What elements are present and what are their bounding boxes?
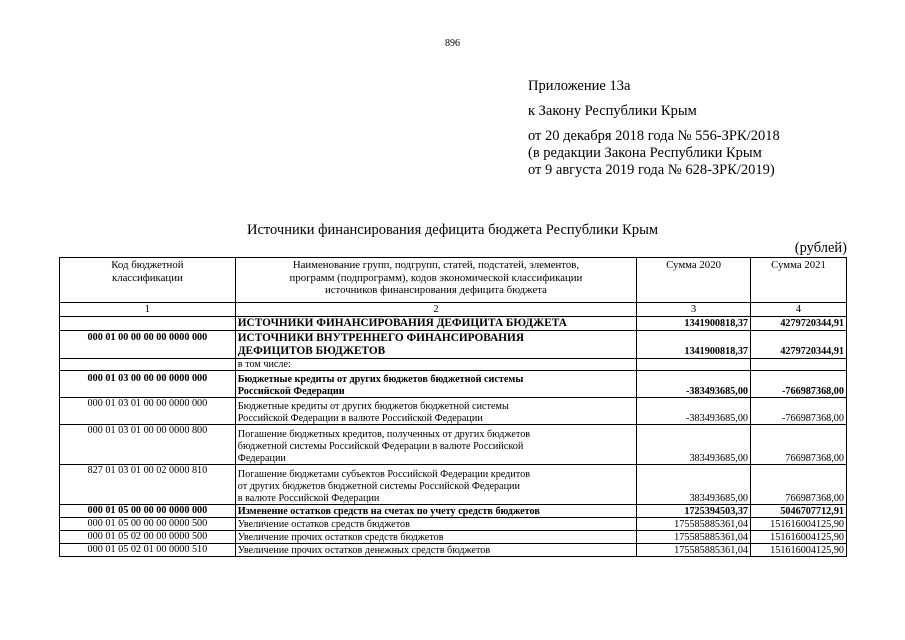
- row-name-line: бюджетной системы Российской Федерации в валюте Российской: [237, 440, 524, 452]
- row-sum-2020: 175585885361,04: [637, 544, 751, 557]
- appendix-line-5: от 9 августа 2019 года № 628-ЗРК/2019): [528, 162, 775, 178]
- row-sum-2020: -383493685,00: [637, 398, 751, 425]
- row-sum-2021: 5046707712,91: [751, 505, 847, 518]
- appendix-line-4: (в редакции Закона Республики Крым: [528, 145, 762, 161]
- appendix-line-3: от 20 декабря 2018 года № 556-ЗРК/2018: [528, 128, 780, 144]
- row-code: 000 01 03 01 00 00 0000 800: [60, 425, 236, 465]
- row-sum-2020: 383493685,00: [637, 465, 751, 505]
- row-name-line: Российской Федерации в валюте Российской Федерации: [237, 412, 483, 424]
- row-name-line: Погашение бюджетных кредитов, полученных от других бюджетов: [237, 428, 531, 440]
- row-name-line: ИСТОЧНИКИ ВНУТРЕННЕГО ФИНАНСИРОВАНИЯ: [237, 332, 524, 345]
- row-code: 000 01 00 00 00 00 0000 000: [60, 330, 236, 358]
- units-label: (рублей): [794, 240, 847, 256]
- table-row: [60, 505, 847, 518]
- table-row: [60, 330, 847, 358]
- row-name-line: Российской Федерации: [237, 385, 345, 397]
- row-code: 000 01 03 01 00 00 0000 000: [60, 398, 236, 425]
- row-sum-2021: 766987368,00: [751, 465, 847, 505]
- table-row: [60, 371, 847, 398]
- table-row: [60, 465, 847, 505]
- row-code: 827 01 03 01 00 02 0000 810: [60, 465, 236, 505]
- row-name: [235, 330, 636, 358]
- column-number: 3: [637, 303, 751, 317]
- appendix-line-1: Приложение 13а: [528, 78, 631, 94]
- table-row: [60, 425, 847, 465]
- row-name-line: ИСТОЧНИКИ ФИНАНСИРОВАНИЯ ДЕФИЦИТА БЮДЖЕТА: [237, 316, 567, 329]
- row-sum-2021: -766987368,00: [751, 398, 847, 425]
- financing-sources-table: [59, 257, 847, 557]
- header-code: [60, 258, 236, 303]
- column-number-row: [60, 303, 847, 317]
- row-sum-2020: 175585885361,04: [637, 518, 751, 531]
- row-name-line: Увеличение прочих остатков средств бюджетов: [237, 531, 444, 543]
- header-name-line: программ (подпрограмм), кодов экономической классификации: [289, 271, 583, 284]
- column-number: 2: [235, 303, 636, 317]
- row-sum-2021: -766987368,00: [751, 371, 847, 398]
- header-name-line: источников финансирования дефицита бюджета: [324, 284, 547, 296]
- row-name-line: Бюджетные кредиты от других бюджетов бюджетной системы: [237, 373, 524, 385]
- row-code: 000 01 03 00 00 00 0000 000: [60, 371, 236, 398]
- header-sum-2020: Сумма 2020: [637, 258, 751, 303]
- header-sum-2021: Сумма 2021: [751, 258, 847, 303]
- row-name: [235, 531, 636, 544]
- header-code-line: классификации: [111, 271, 183, 284]
- appendix-line-2: к Закону Республики Крым: [528, 103, 697, 119]
- row-code: 000 01 05 00 00 00 0000 000: [60, 505, 236, 518]
- row-name-line: в том числе:: [237, 358, 291, 370]
- table-header-row: [60, 258, 847, 303]
- row-name: [235, 371, 636, 398]
- row-name: [235, 544, 636, 557]
- table-row: [60, 518, 847, 531]
- row-name: [235, 518, 636, 531]
- header-name: [235, 258, 636, 303]
- row-sum-2020: 175585885361,04: [637, 531, 751, 544]
- page-number: 896: [445, 38, 460, 49]
- row-sum-2020: 1341900818,37: [637, 330, 751, 358]
- row-name: [235, 425, 636, 465]
- row-code: [60, 358, 236, 371]
- row-name: [235, 316, 636, 330]
- row-name-line: Изменение остатков средств на счетах по учету средств бюджетов: [237, 505, 540, 517]
- table-row: [60, 398, 847, 425]
- row-code: [60, 316, 236, 330]
- table-row: [60, 316, 847, 330]
- row-sum-2021: [751, 358, 847, 371]
- row-name-line: от других бюджетов бюджетной системы Российской Федерации: [237, 480, 520, 492]
- row-name: [235, 398, 636, 425]
- document-title: Источники финансирования дефицита бюджета Республики Крым: [246, 222, 658, 238]
- row-sum-2020: [637, 358, 751, 371]
- header-code-line: Код бюджетной: [111, 259, 184, 271]
- row-sum-2021: 4279720344,91: [751, 330, 847, 358]
- row-name-line: ДЕФИЦИТОВ БЮДЖЕТОВ: [237, 344, 386, 357]
- row-code: 000 01 05 02 00 00 0000 500: [60, 531, 236, 544]
- row-sum-2021: 4279720344,91: [751, 316, 847, 330]
- row-sum-2021: 151616004125,90: [751, 531, 847, 544]
- row-sum-2020: 383493685,00: [637, 425, 751, 465]
- row-code: 000 01 05 00 00 00 0000 500: [60, 518, 236, 531]
- row-code: 000 01 05 02 01 00 0000 510: [60, 544, 236, 557]
- row-sum-2021: 151616004125,90: [751, 518, 847, 531]
- table-row: [60, 531, 847, 544]
- row-name-line: Погашение бюджетами субъектов Российской Федерации кредитов: [237, 468, 531, 480]
- column-number: 1: [60, 303, 236, 317]
- row-sum-2020: 1341900818,37: [637, 316, 751, 330]
- row-sum-2021: 766987368,00: [751, 425, 847, 465]
- column-number: 4: [751, 303, 847, 317]
- row-name: [235, 465, 636, 505]
- row-name: [235, 358, 636, 371]
- table-row: [60, 358, 847, 371]
- header-name-line: Наименование групп, подгрупп, статей, подстатей, элементов,: [292, 259, 580, 271]
- row-name-line: Увеличение остатков средств бюджетов: [237, 518, 410, 530]
- row-name-line: в валюте Российской Федерации: [237, 492, 380, 504]
- row-name-line: Увеличение прочих остатков денежных средств бюджетов: [237, 544, 491, 556]
- row-name-line: Бюджетные кредиты от других бюджетов бюджетной системы: [237, 400, 509, 412]
- table-row: [60, 544, 847, 557]
- row-sum-2020: 1725394503,37: [637, 505, 751, 518]
- row-name-line: Федерации: [237, 452, 286, 464]
- row-sum-2020: -383493685,00: [637, 371, 751, 398]
- row-name: [235, 505, 636, 518]
- row-sum-2021: 151616004125,90: [751, 544, 847, 557]
